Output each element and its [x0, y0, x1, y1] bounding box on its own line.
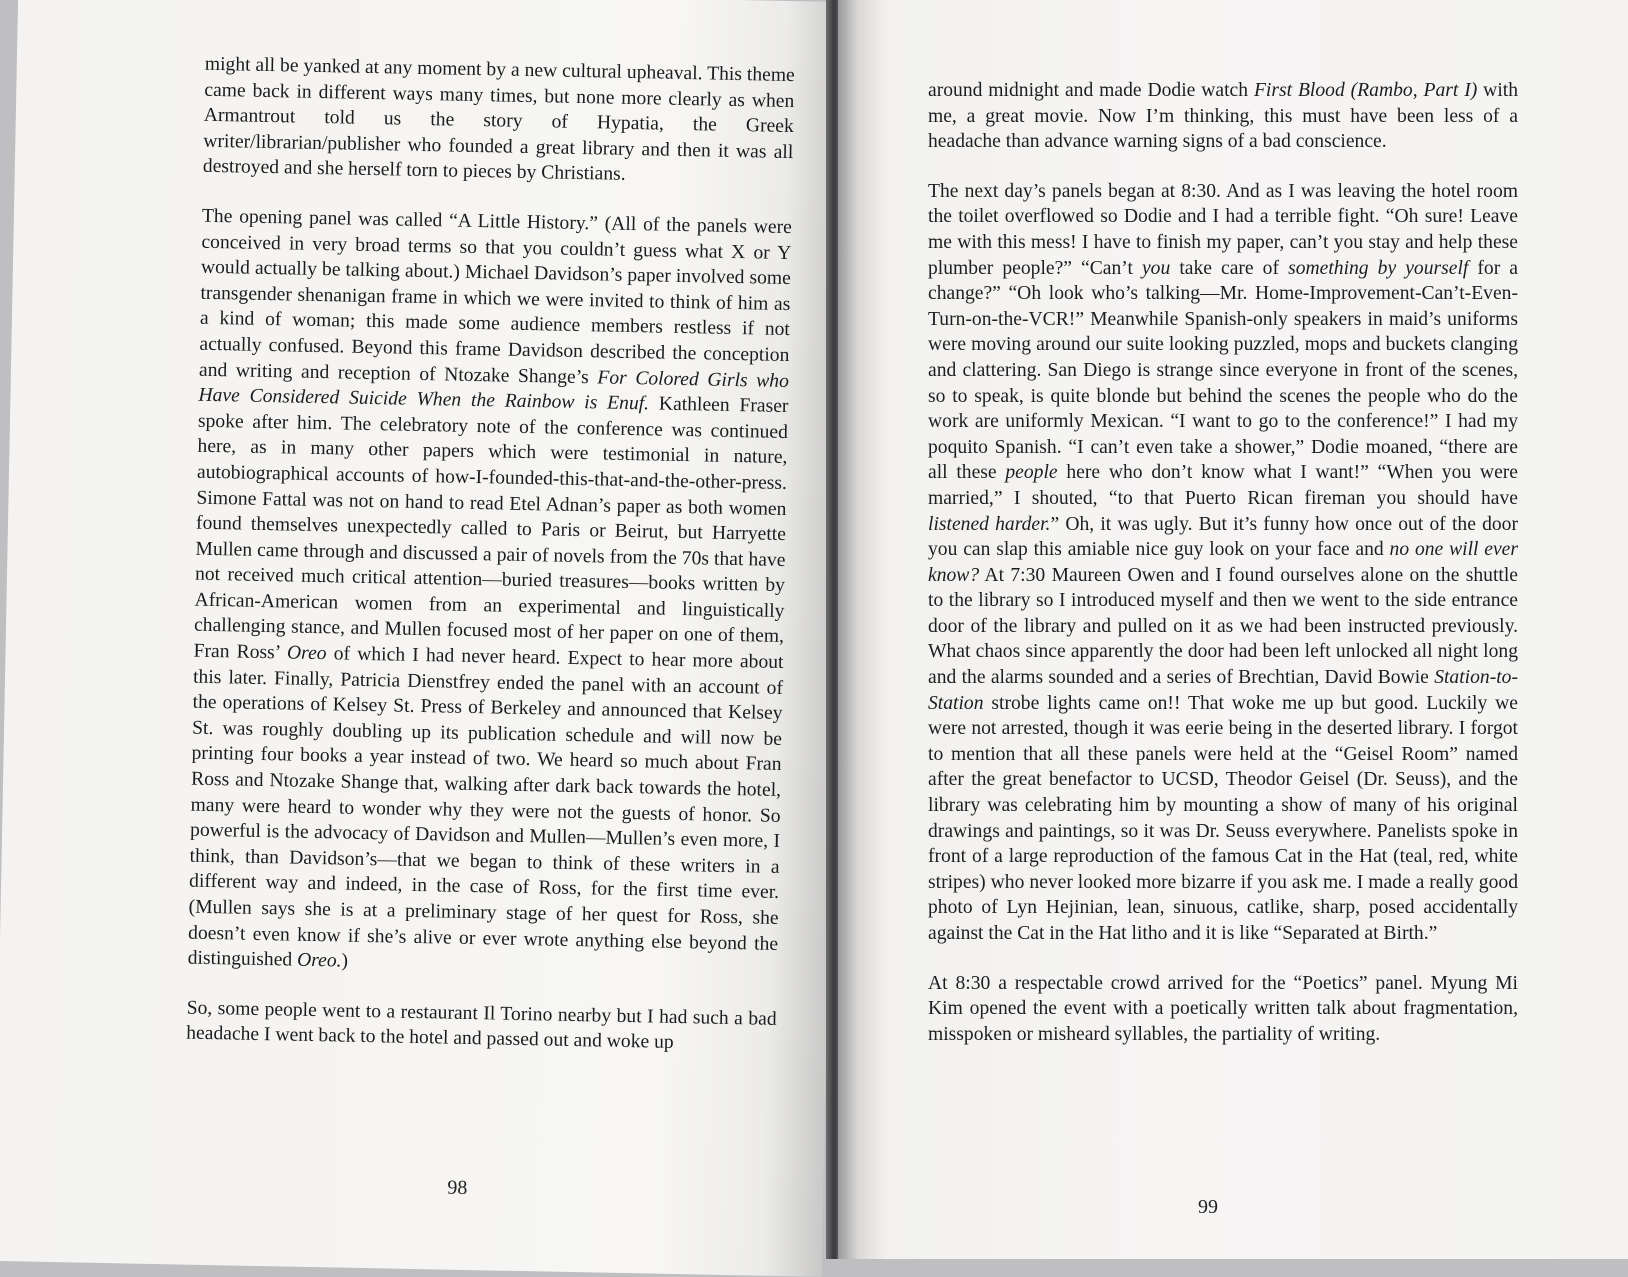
emphasis: people — [1005, 462, 1058, 484]
emphasis: something by yourself — [1288, 257, 1469, 279]
album-title: Station-to-Station — [928, 667, 1518, 714]
page-number: 99 — [1198, 1196, 1218, 1218]
text-run: of which I had never heard. Expect to hear more about this later. Finally, Patricia Dienstfrey ended the panel with an account of the operations of Kelsey St. Press of Berkeley and announced that Kelsey St. was roughly doubling up its publication schedule and will now be printing four books a year instead of two. We heard so much about Fran Ross and Ntozake Shange that, walking after dark back towards the hotel, many were heard to wonder why they were not the guests of honor. So powerful is the advocacy of Davidson and Mullen—Mullen’s even more, I think, than Davidson’s—that we began to think of these writers in a different way and indeed, in the case of Ross, for the first time ever. (Mullen says she is at a preliminary stage of her quest for Ross, she doesn’t even know if she’s alive or ever wrote anything else beyond the distinguished — [187, 643, 784, 971]
text-run: around midnight and made Dodie watch — [928, 80, 1254, 101]
paragraph — [187, 204, 792, 983]
text-run: ) — [341, 950, 349, 972]
paragraph — [928, 179, 1518, 947]
book-title: For Colored Girls who Have Considered Suicide When the Rainbow is Enuf. — [198, 366, 790, 415]
text-run: ” Oh, it was ugly. But it’s funny how once out of the door you can slap this amiable nice guy look on your face and — [928, 513, 1518, 561]
text-run: So, some people went to a restaurant Il Torino nearby but I had such a bad headache I went back to the hotel and passed out and woke up — [186, 997, 777, 1054]
left-page-text — [186, 52, 795, 1082]
book-title: Oreo. — [296, 949, 342, 972]
paragraph — [186, 995, 777, 1058]
page-number: 98 — [447, 1176, 468, 1200]
film-title: First Blood (Rambo, Part I) — [1253, 80, 1478, 101]
text-run: strobe lights came on!! That woke me up but good. Luckily we were not arrested, though it was eerie being in the deserted library. I forgot to mention that all these panels were held at the “Geisel Room” named after the great benefactor to UCSD, Theodor Geisel (Dr. Seuss), and the library was celebrating him by mounting a show of many of his original drawings and paintings, so it was Dr. Seuss everywhere. Panelists spoke in front of a large reproduction of the famous Cat in the Hat (teal, red, white stripes) who never looked more bizarre if you ask me. I made a really good photo of Lyn Hejinian, lean, sinuous, catlike, sharp, posed accidentally against the Cat in the Hat litho and it is like “Separated at Birth.” — [928, 692, 1518, 944]
text-run: At 8:30 a respectable crowd arrived for the “Poetics” panel. Myung Mi Kim opened the event with a poetically written talk about fragmentation, misspoken or misheard syllables, the partiality of writing. — [928, 972, 1518, 1045]
paragraph — [203, 52, 795, 191]
text-run: for a change?” “Oh look who’s talking—Mr. Home-Improvement-Can’t-Even-Turn-on-the-VCR!” Meanwhile Spanish-only speakers in maid’s uniforms were moving around our suite looking puzzled, mops and buckets clanging and clattering. San Diego is strange since everyone in front of the scenes, so to speak, is quite blonde but behind the scenes the people who do the work are uniformly Mexican. “I want to go to the conference!” I had my poquito Spanish. “I can’t even take a shower,” Dodie moaned, “there are all these — [928, 257, 1518, 484]
book-title: Oreo — [286, 642, 327, 665]
text-run: The opening panel was called “A Little History.” (All of the panels were conceived in very broad terms so that you couldn’t guess what X or Y would actually be talking about.) Michael Davidson’s paper involved some transgender shenanigan frame in which we were invited to think of him as a kind of woman; this made some audience members restless if not actually confused. Beyond this frame Davidson described the conception and writing and reception of Ntozake Shange’s — [198, 205, 793, 388]
emphasis: no one will ever know? — [928, 539, 1518, 586]
text-run: here who don’t know what I want!” “When you were married,” I shouted, “to that Puerto Rican fireman you should have — [928, 462, 1518, 509]
emphasis: you — [1141, 257, 1171, 279]
text-run: The next day’s panels began at 8:30. And as I was leaving the hotel room the toilet overflowed so Dodie and I had a terrible fight. “Oh sure! Leave me with this mess! I have to finish my paper, can’t you stay and help these plumber people?” “Can’t — [928, 180, 1518, 279]
right-page-text — [928, 78, 1518, 1071]
paragraph — [928, 78, 1518, 155]
emphasis: listened harder. — [928, 513, 1051, 535]
text-run: Kathleen Fraser spoke after him. The celebratory note of the conference was continued here, as in many other papers which were testimonial in nature, autobiographical accounts of how-I-founded-this-that-and-the-other-press. Simone Fattal was not on hand to read Etel Adnan’s paper as both women found themselves unexpectedly called to Paris or Beirut, but Harryette Mullen came through and discussed a pair of novels from the 70s that have not received much critical attention—buried treasures—books written by African-American women from an experimental and linguistically challenging stance, and Mullen focused most of her paper on one of them, Fran Ross’ — [193, 393, 789, 664]
text-run: At 7:30 Maureen Owen and I found ourselves alone on the shuttle to the library so I introduced myself and then we went to the side entrance door of the library and pulled on it as we had been instructed previously. What chaos since apparently the door had been left unlocked all night long and the alarms sounded and a series of Brechtian, David Bowie — [928, 564, 1518, 689]
text-run: might all be yanked at any moment by a new cultural upheaval. This theme came back in different ways many times, but none more clearly as when Armantrout told us the story of Hypatia, the Greek writer/librarian/publisher who founded a great library and then it was all destroyed and she herself torn to pieces by Christians. — [202, 53, 795, 186]
right-page — [838, 0, 1628, 1259]
text-run: take care of — [1170, 257, 1289, 279]
text-run: with me, a great movie. Now I’m thinking, this must have been less of a headache than advance warning signs of a bad conscience. — [928, 80, 1519, 153]
paragraph — [928, 971, 1518, 1048]
